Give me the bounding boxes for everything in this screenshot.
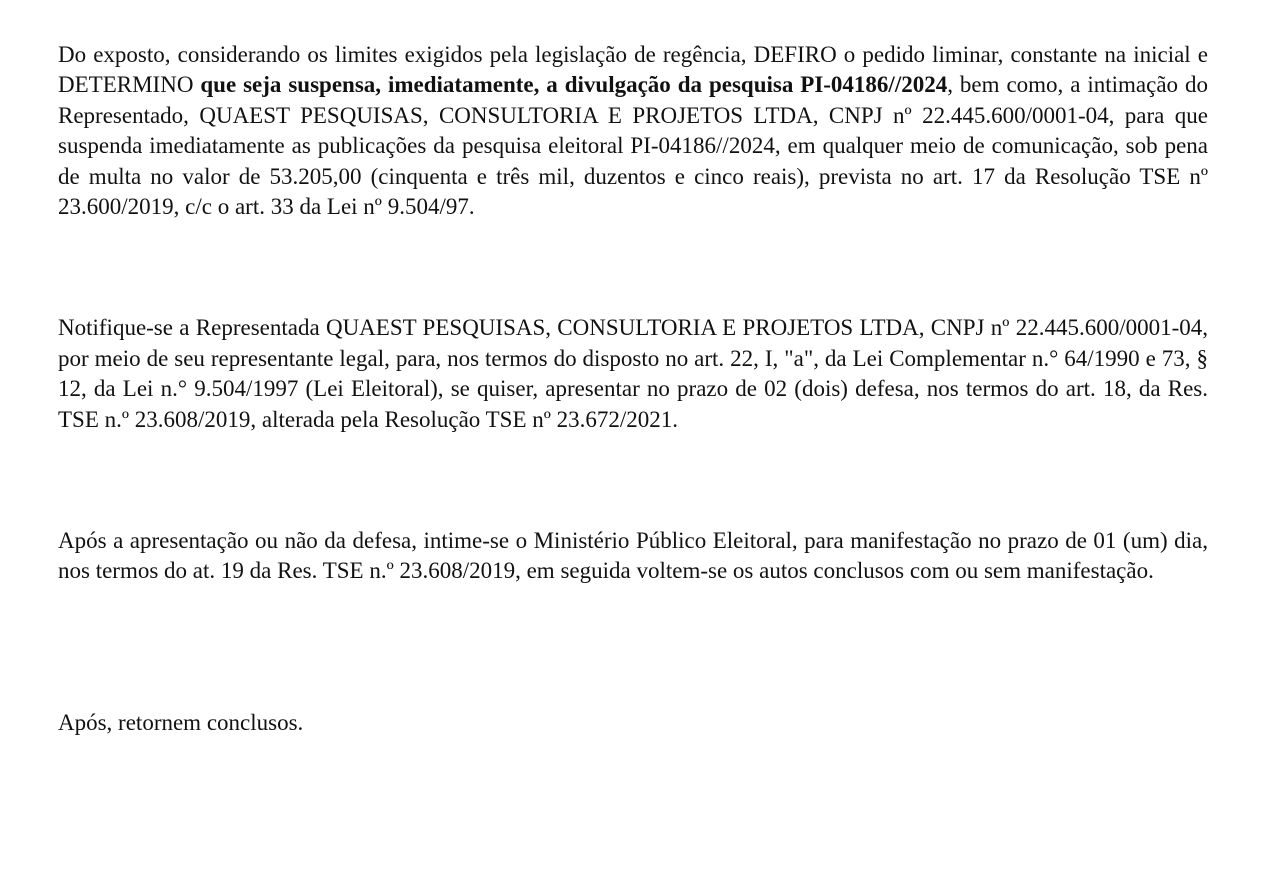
paragraph-text: Após, retornem conclusos. xyxy=(58,709,304,735)
paragraph-text: , bem como, a intimação do Representado, QUAEST PESQUISAS, CONSULTORIA E PROJETOS LTDA, CNPJ nº 22.445.600/0001-04, para que suspenda imediatamente as publicações da pesquisa eleitoral PI-04186//2024, em qualquer meio de comunicação, sob pena de multa no valor de 53.205,00 (cinquenta e três mil, duzentos e cinco reais), prevista no art. 17 da Resolução TSE nº 23.600/2019, c/c o art. 33 da Lei nº 9.504/97. xyxy=(58,72,1208,220)
paragraph-notification xyxy=(58,313,1208,435)
document-body xyxy=(58,40,1208,738)
paragraph-decision xyxy=(58,40,1208,222)
paragraph-text: Notifique-se a Representada QUAEST PESQUISAS, CONSULTORIA E PROJETOS LTDA, CNPJ nº 22.445.600/0001-04, por meio de seu representante legal, para, nos termos do disposto no art. 22, I, "a", da Lei Complementar n.° 64/1990 e 73, § 12, da Lei n.° 9.504/1997 (Lei Eleitoral), se quiser, apresentar no prazo de 02 (dois) defesa, nos termos do art. 18, da Res. TSE n.º 23.608/2019, alterada pela Resolução TSE nº 23.672/2021. xyxy=(58,315,1208,432)
paragraph-ministry xyxy=(58,526,1208,587)
paragraph-text: Após a apresentação ou não da defesa, intime-se o Ministério Público Eleitoral, para manifestação no prazo de 01 (um) dia, nos termos do at. 19 da Res. TSE n.º 23.608/2019, em seguida voltem-se os autos conclusos com ou sem manifestação. xyxy=(58,528,1208,584)
bold-text: que seja suspensa, imediatamente, a divulgação da pesquisa PI-04186//2024 xyxy=(200,72,948,98)
paragraph-text: Do exposto, considerando os limites exigidos pela legislação de regência, DEFIRO o pedido liminar, constante na inicial e DETERMINO xyxy=(58,42,1208,98)
paragraph-conclusion xyxy=(58,708,1208,738)
